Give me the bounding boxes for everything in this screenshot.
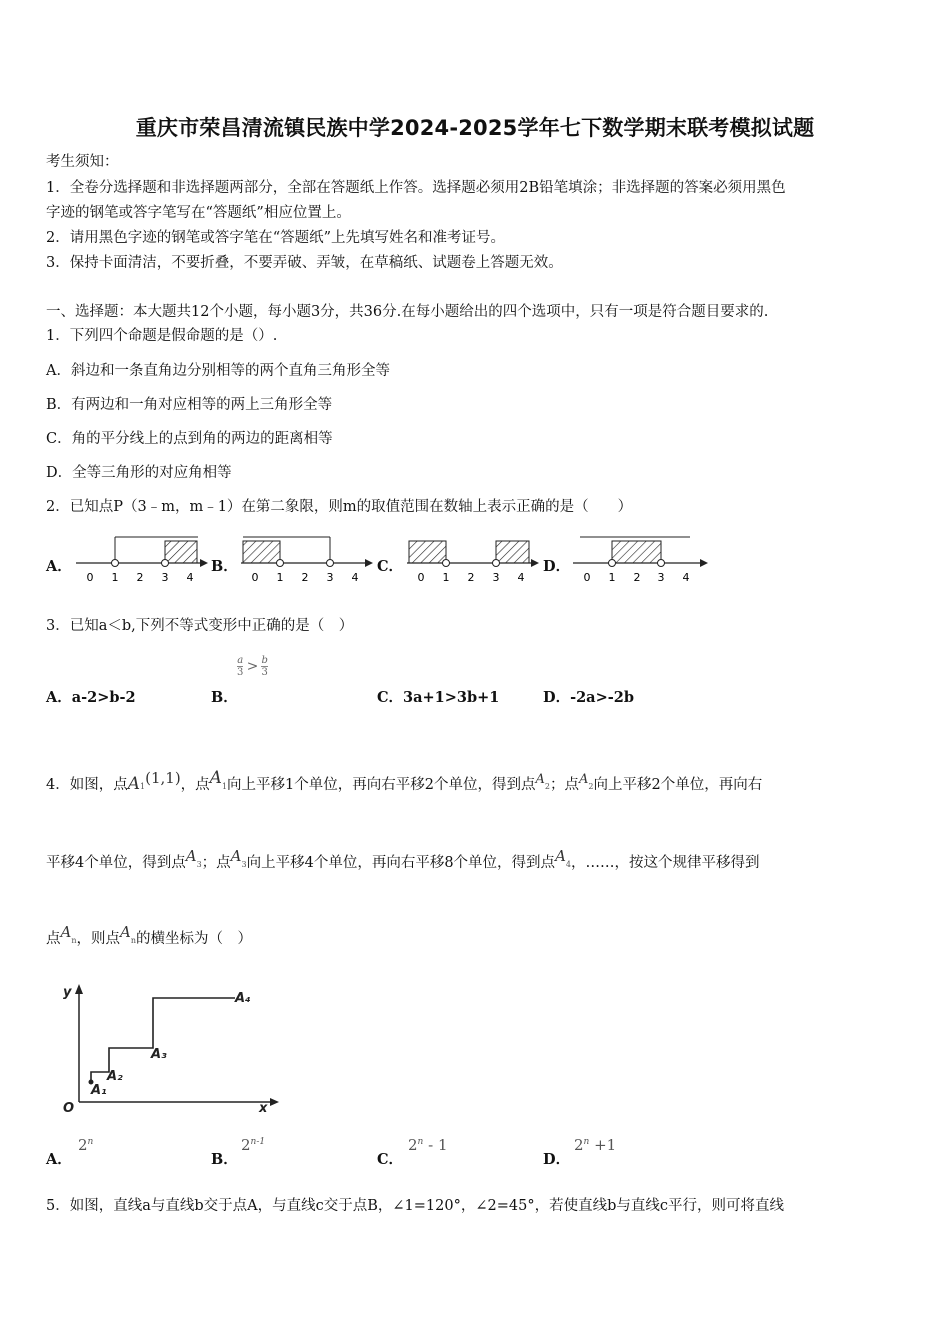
svg-text:0: 0 — [251, 571, 259, 584]
number-line-a — [76, 537, 208, 584]
svg-text:O: O — [63, 1101, 75, 1116]
q4-option-c-math: 2$^n$ - 1 — [408, 1136, 448, 1154]
svg-text:0: 0 — [583, 571, 591, 584]
q2-number-lines — [0, 525, 950, 590]
svg-text:3: 3 — [657, 571, 665, 584]
q4-option-a-label: A． — [46, 1151, 72, 1168]
svg-text:A₄: A₄ — [235, 991, 251, 1006]
q4-line-2: 平移4个单位，得到点A3；点A3向上平移4个单位，再向右平移8个单位，得到点A4，……，按这个规律平移得到 — [46, 847, 760, 871]
q4-option-b-math: 2$^{n-1}$ — [241, 1136, 266, 1154]
q3-option-c: C．3a+1>3b+1 — [377, 689, 500, 706]
svg-text:2: 2 — [136, 571, 144, 584]
q4-option-b-label: B． — [211, 1151, 238, 1168]
svg-text:2: 2 — [301, 571, 309, 584]
svg-text:4: 4 — [517, 571, 525, 584]
q3-option-b-math: $\frac{a}{3}$ > $\frac{b}{3}$ — [237, 655, 268, 678]
q4-figure — [55, 978, 285, 1118]
q4-option-c-label: C． — [377, 1151, 404, 1168]
q4-line-3: 点An，则点An的横坐标为（ ） — [46, 923, 252, 947]
svg-text:4: 4 — [682, 571, 690, 584]
q1-option-c: C．角的平分线上的点到角的两边的距离相等 — [46, 431, 333, 447]
number-line-b — [241, 537, 373, 584]
svg-text:2: 2 — [633, 571, 641, 584]
q4-option-d-label: D． — [543, 1151, 571, 1168]
q1-option-a: A．斜边和一条直角边分别相等的两个直角三角形全等 — [46, 363, 390, 379]
q4-line-1: 4．如图，点A1(1,1)，点A1向上平移1个单位，再向右平移2个单位，得到点A2；点A2向上平移2个单位，再向右 — [46, 768, 763, 794]
q2-label-d: D． — [543, 558, 571, 575]
notice-line-2: 字迹的钢笔或答字笔写在“答题纸”相应位置上。 — [46, 205, 351, 221]
number-line-c — [407, 541, 539, 584]
q2-stem: 2．已知点P（3﹣m，m﹣1）在第二象限，则m的取值范围在数轴上表示正确的是（ ） — [46, 499, 633, 515]
q3-stem: 3．已知a＜b,下列不等式变形中正确的是（ ） — [46, 618, 354, 634]
q4-option-d-math: $2^n +1$ — [574, 1136, 617, 1154]
svg-text:4: 4 — [351, 571, 359, 584]
page-title: 重庆市荣昌清流镇民族中学2024-2025学年七下数学期末联考模拟试题 — [135, 116, 815, 140]
svg-text:x: x — [259, 1101, 268, 1116]
section-heading: 一、选择题：本大题共12个小题，每小题3分，共36分.在每小题给出的四个选项中，只有一项是符合题目要求的. — [46, 304, 769, 320]
q3-option-d: D．-2a>-2b — [543, 689, 634, 706]
q1-option-d: D．全等三角形的对应角相等 — [46, 465, 232, 481]
svg-text:0: 0 — [417, 571, 425, 584]
q1-option-b: B．有两边和一角对应相等的两上三角形全等 — [46, 397, 333, 413]
notice-heading: 考生须知： — [46, 154, 119, 170]
q2-label-c: C． — [377, 558, 404, 575]
notice-line-1: 1．全卷分选择题和非选择题两部分，全部在答题纸上作答。选择题必须用2B铅笔填涂；非选择题的答案必须用黑色 — [46, 180, 786, 196]
notice-line-4: 3．保持卡面清洁，不要折叠，不要弄破、弄皱，在草稿纸、试题卷上答题无效。 — [46, 255, 563, 271]
svg-text:3: 3 — [326, 571, 334, 584]
svg-text:3: 3 — [161, 571, 169, 584]
q3-option-a: A．a-2>b-2 — [46, 689, 136, 706]
notice-line-3: 2．请用黑色字迹的钢笔或答字笔在“答题纸”上先填写姓名和准考证号。 — [46, 230, 506, 246]
svg-text:y: y — [63, 985, 72, 1000]
svg-text:1: 1 — [111, 571, 119, 584]
q3-option-b-label: B． — [211, 689, 238, 706]
svg-text:2: 2 — [467, 571, 475, 584]
q4-option-a-math: 2$^n$ — [78, 1136, 94, 1154]
q5-stem: 5．如图，直线a与直线b交于点A，与直线c交于点B，∠1=120°，∠2=45°，若使直线b与直线c平行，则可将直线 — [46, 1198, 784, 1214]
svg-text:A₂: A₂ — [107, 1069, 123, 1084]
q2-label-b: B． — [211, 558, 238, 575]
svg-text:1: 1 — [608, 571, 616, 584]
svg-text:A₁: A₁ — [91, 1083, 107, 1098]
svg-text:1: 1 — [276, 571, 284, 584]
svg-text:4: 4 — [186, 571, 194, 584]
svg-text:A₃: A₃ — [151, 1047, 167, 1062]
svg-text:0: 0 — [86, 571, 94, 584]
svg-text:3: 3 — [492, 571, 500, 584]
number-line-d — [573, 537, 708, 584]
svg-text:1: 1 — [442, 571, 450, 584]
q1-stem: 1．下列四个命题是假命题的是（）. — [46, 328, 278, 344]
q2-label-a: A． — [46, 558, 72, 575]
